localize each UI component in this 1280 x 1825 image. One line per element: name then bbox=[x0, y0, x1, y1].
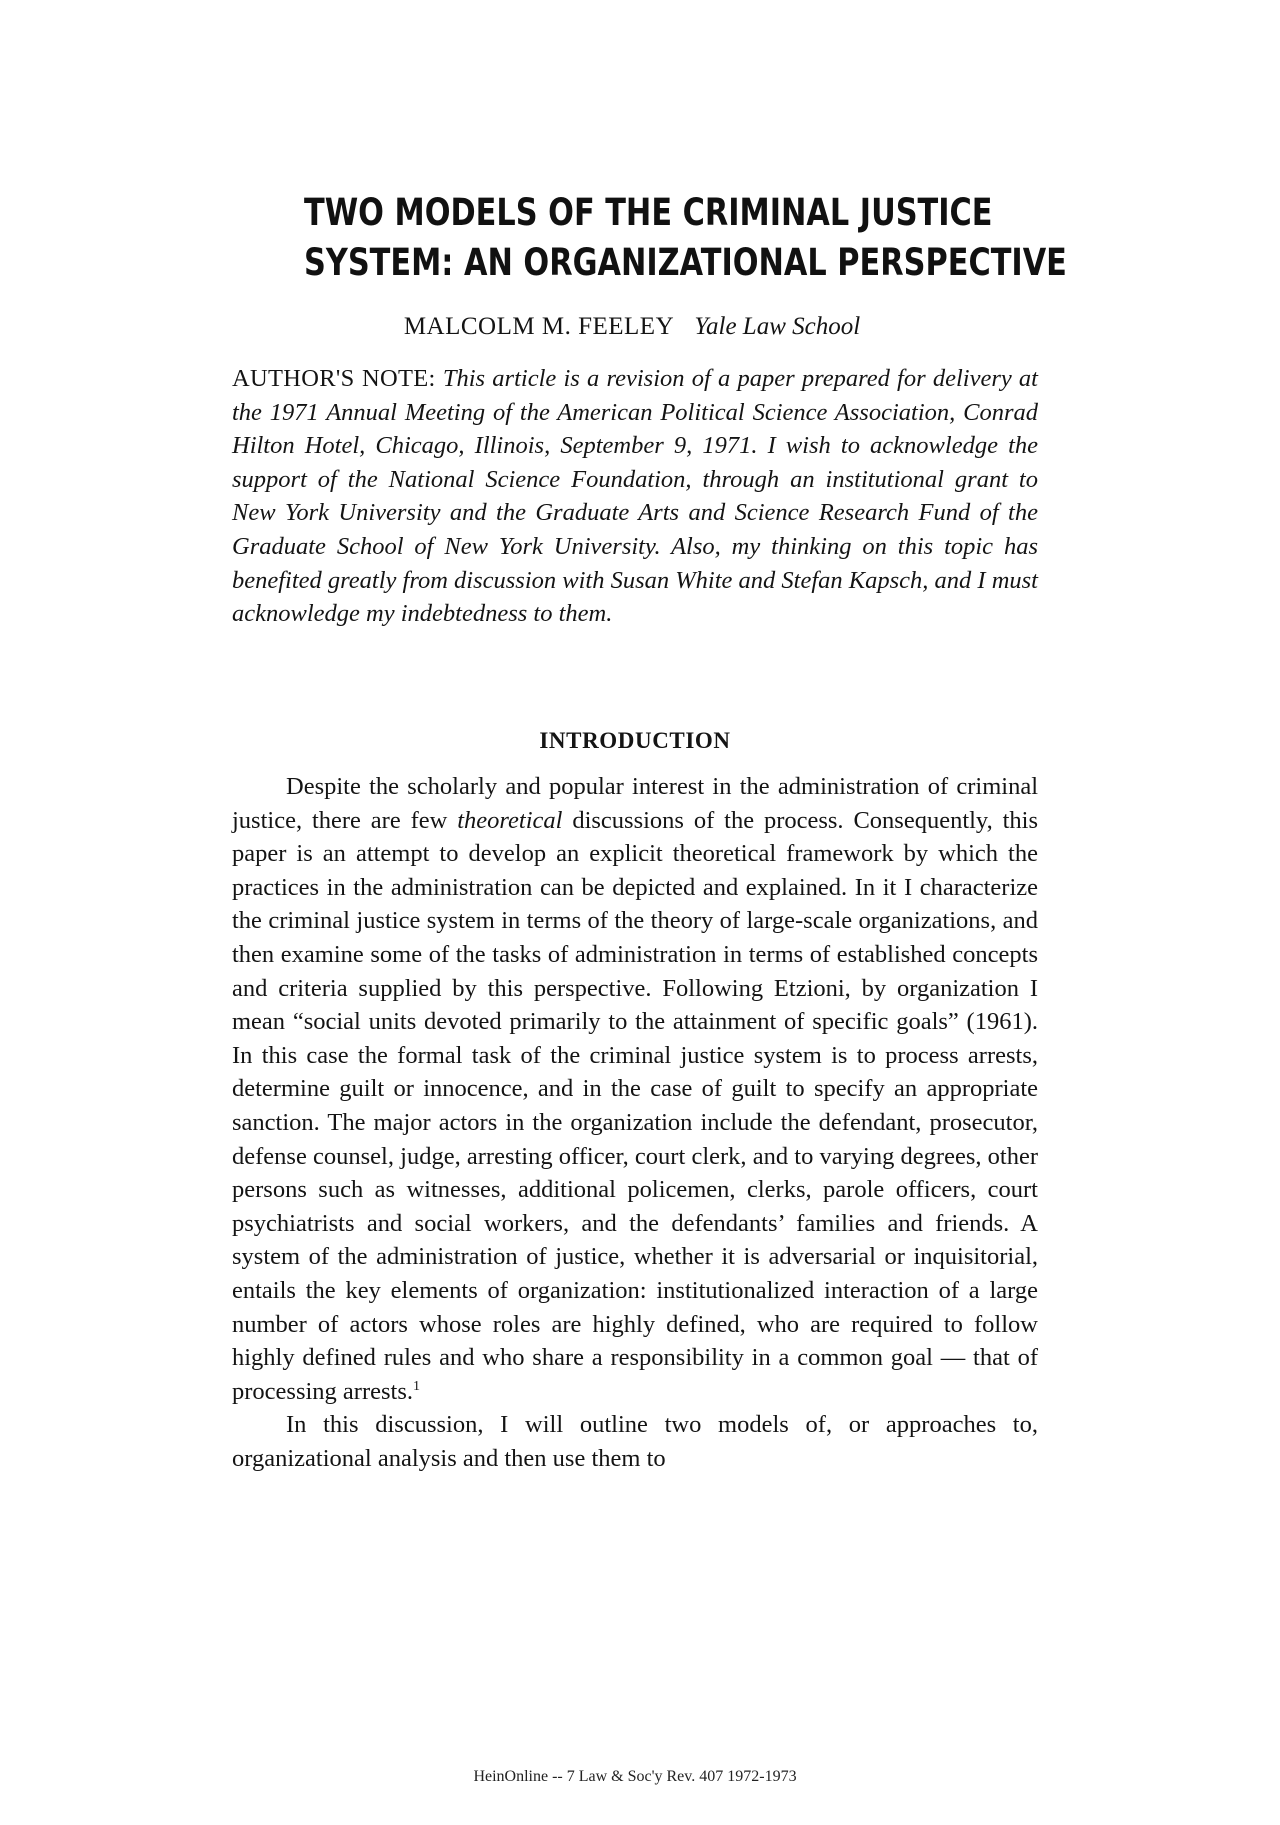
authors-note bbox=[232, 362, 1038, 631]
paragraph-1-text-a: Despite the scholarly and popular interest in the administration of criminal justice, there are few bbox=[232, 773, 1038, 834]
section-heading-introduction: INTRODUCTION bbox=[539, 728, 731, 753]
paragraph-1-emphasis: theoretical bbox=[457, 806, 563, 834]
footnote-marker-1: 1 bbox=[412, 1378, 420, 1394]
paragraph-1 bbox=[232, 770, 1038, 1408]
byline bbox=[232, 310, 1032, 344]
article-title bbox=[304, 188, 1067, 288]
article-title-line-1: TWO MODELS OF THE CRIMINAL JUSTICE bbox=[304, 191, 993, 234]
page-footer-citation: HeinOnline -- 7 Law & Soc'y Rev. 407 1972-1973 bbox=[473, 1768, 797, 1785]
paragraph-2: In this discussion, I will outline two models of, or approaches to, organizational analysis and then use them to bbox=[232, 1411, 1038, 1472]
article-title-line-2: SYSTEM: AN ORGANIZATIONAL PERSPECTIVE bbox=[304, 241, 1067, 284]
author-affiliation: Yale Law School bbox=[694, 313, 861, 340]
body-text bbox=[232, 770, 1038, 1475]
authors-note-label: AUTHOR'S NOTE: bbox=[232, 365, 436, 392]
author-name: MALCOLM M. FEELEY bbox=[403, 313, 675, 340]
authors-note-text: This article is a revision of a paper prepared for delivery at the 1971 Annual Meeting of the American Political Science Association, Conrad Hilton Hotel, Chicago, Illinois, September 9, 1971. I wish to acknowledge the support of the National Science Foundation, through an institutional grant to New York University and the Graduate Arts and Science Research Fund of the Graduate School of New York University. Also, my thinking on this topic has benefited greatly from discussion with Susan White and Stefan Kapsch, and I must acknowledge my indebtedness to them. bbox=[232, 365, 1038, 628]
paragraph-1-text-b: discussions of the process. Consequently, this paper is an attempt to develop an explicit theoretical framework by which the practices in the administration can be depicted and explained. In it I characterize the criminal justice system in terms of the theory of large-scale organizations, and then examine some of the tasks of administration in terms of established concepts and criteria supplied by this perspective. Following Etzioni, by organization I mean “social units devoted primarily to the attainment of specific goals” (1961). In this case the formal task of the criminal justice system is to process arrests, determine guilt or innocence, and in the case of guilt to specify an appropriate sanction. The major actors in the organization include the defendant, prosecutor, defense counsel, judge, arresting officer, court clerk, and to varying degrees, other persons such as witnesses, additional policemen, clerks, parole officers, court psychiatrists and social workers, and the defendants’ families and friends. A system of the administration of justice, whether it is adversarial or inquisitorial, entails the key elements of organization: institutionalized interaction of a large number of actors whose roles are highly defined, who are required to follow highly defined rules and who share a responsibility in a common goal — that of processing arrests. bbox=[232, 806, 1038, 1405]
